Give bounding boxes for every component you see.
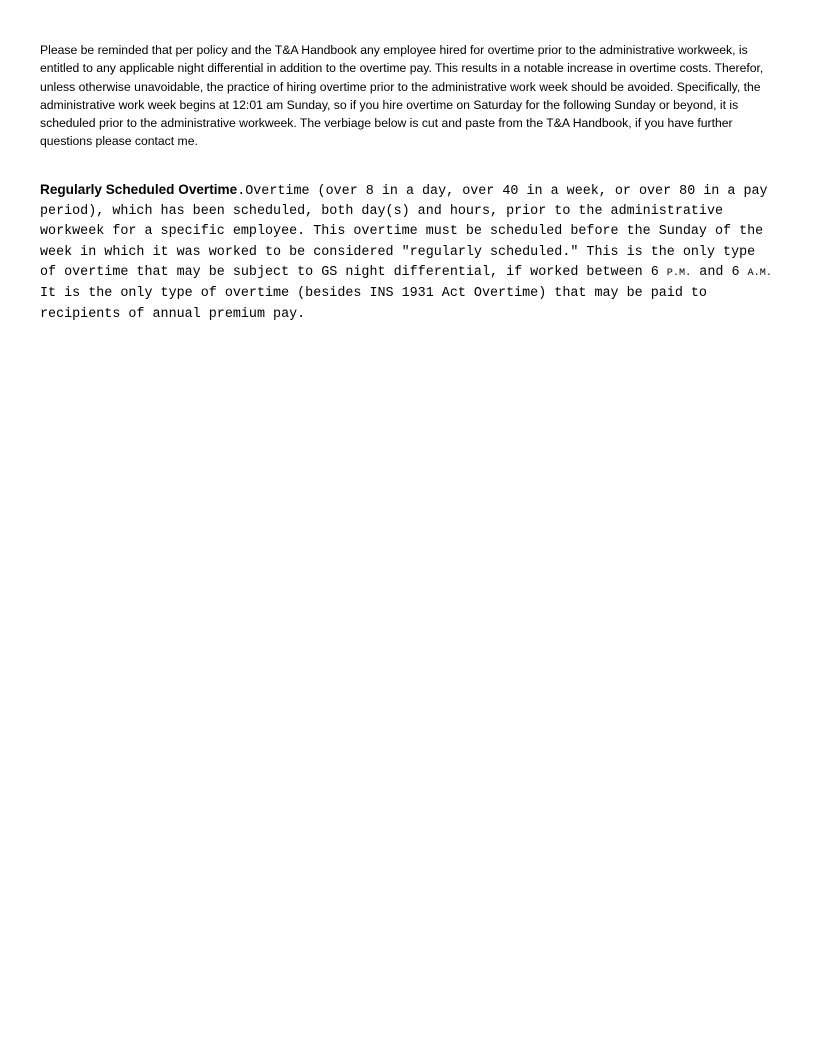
definition-block: [40, 181, 776, 324]
definition-body-part-3: It is the only type of overtime (besides INS 1931 Act Overtime) that may be paid to recipients of annual premium pay.: [40, 286, 707, 322]
definition-body-part-2: and 6: [691, 264, 748, 280]
definition-body-part-1: Overtime (over 8 in a day, over 40 in a week, or over 80 in a pay period), which has been scheduled, both day(s) and hours, prior to the administrative workweek for a specific employee. This overtime must be scheduled before the Sunday of the week in which it was worked to be considered "regularly scheduled." This is the only type of overtime that may be subject to GS night differential, if worked between 6: [40, 183, 768, 280]
definition-pm-abbreviation: P.M.: [666, 267, 692, 279]
paragraph-spacer: [40, 151, 776, 181]
document-content: [40, 41, 776, 324]
definition-am-abbreviation: A.M.: [747, 267, 772, 279]
definition-term: Regularly Scheduled Overtime: [40, 181, 238, 197]
intro-paragraph: Please be reminded that per policy and the T&A Handbook any employee hired for overtime prior to the administrative workweek, is entitled to any applicable night differential in addition to the overtime pay. This results in a notable increase in overtime costs. Therefor, unless otherwise unavoidable, the practice of hiring overtime prior to the administrative work week should be avoided. Specifically, the administrative work week begins at 12:01 am Sunday, so if you hire overtime on Saturday for the following Sunday or beyond, it is scheduled prior to the administrative workweek. The verbiage below is cut and paste from the T&A Handbook, if you have further questions please contact me.: [40, 43, 764, 149]
definition-term-punctuation: .: [237, 183, 246, 199]
